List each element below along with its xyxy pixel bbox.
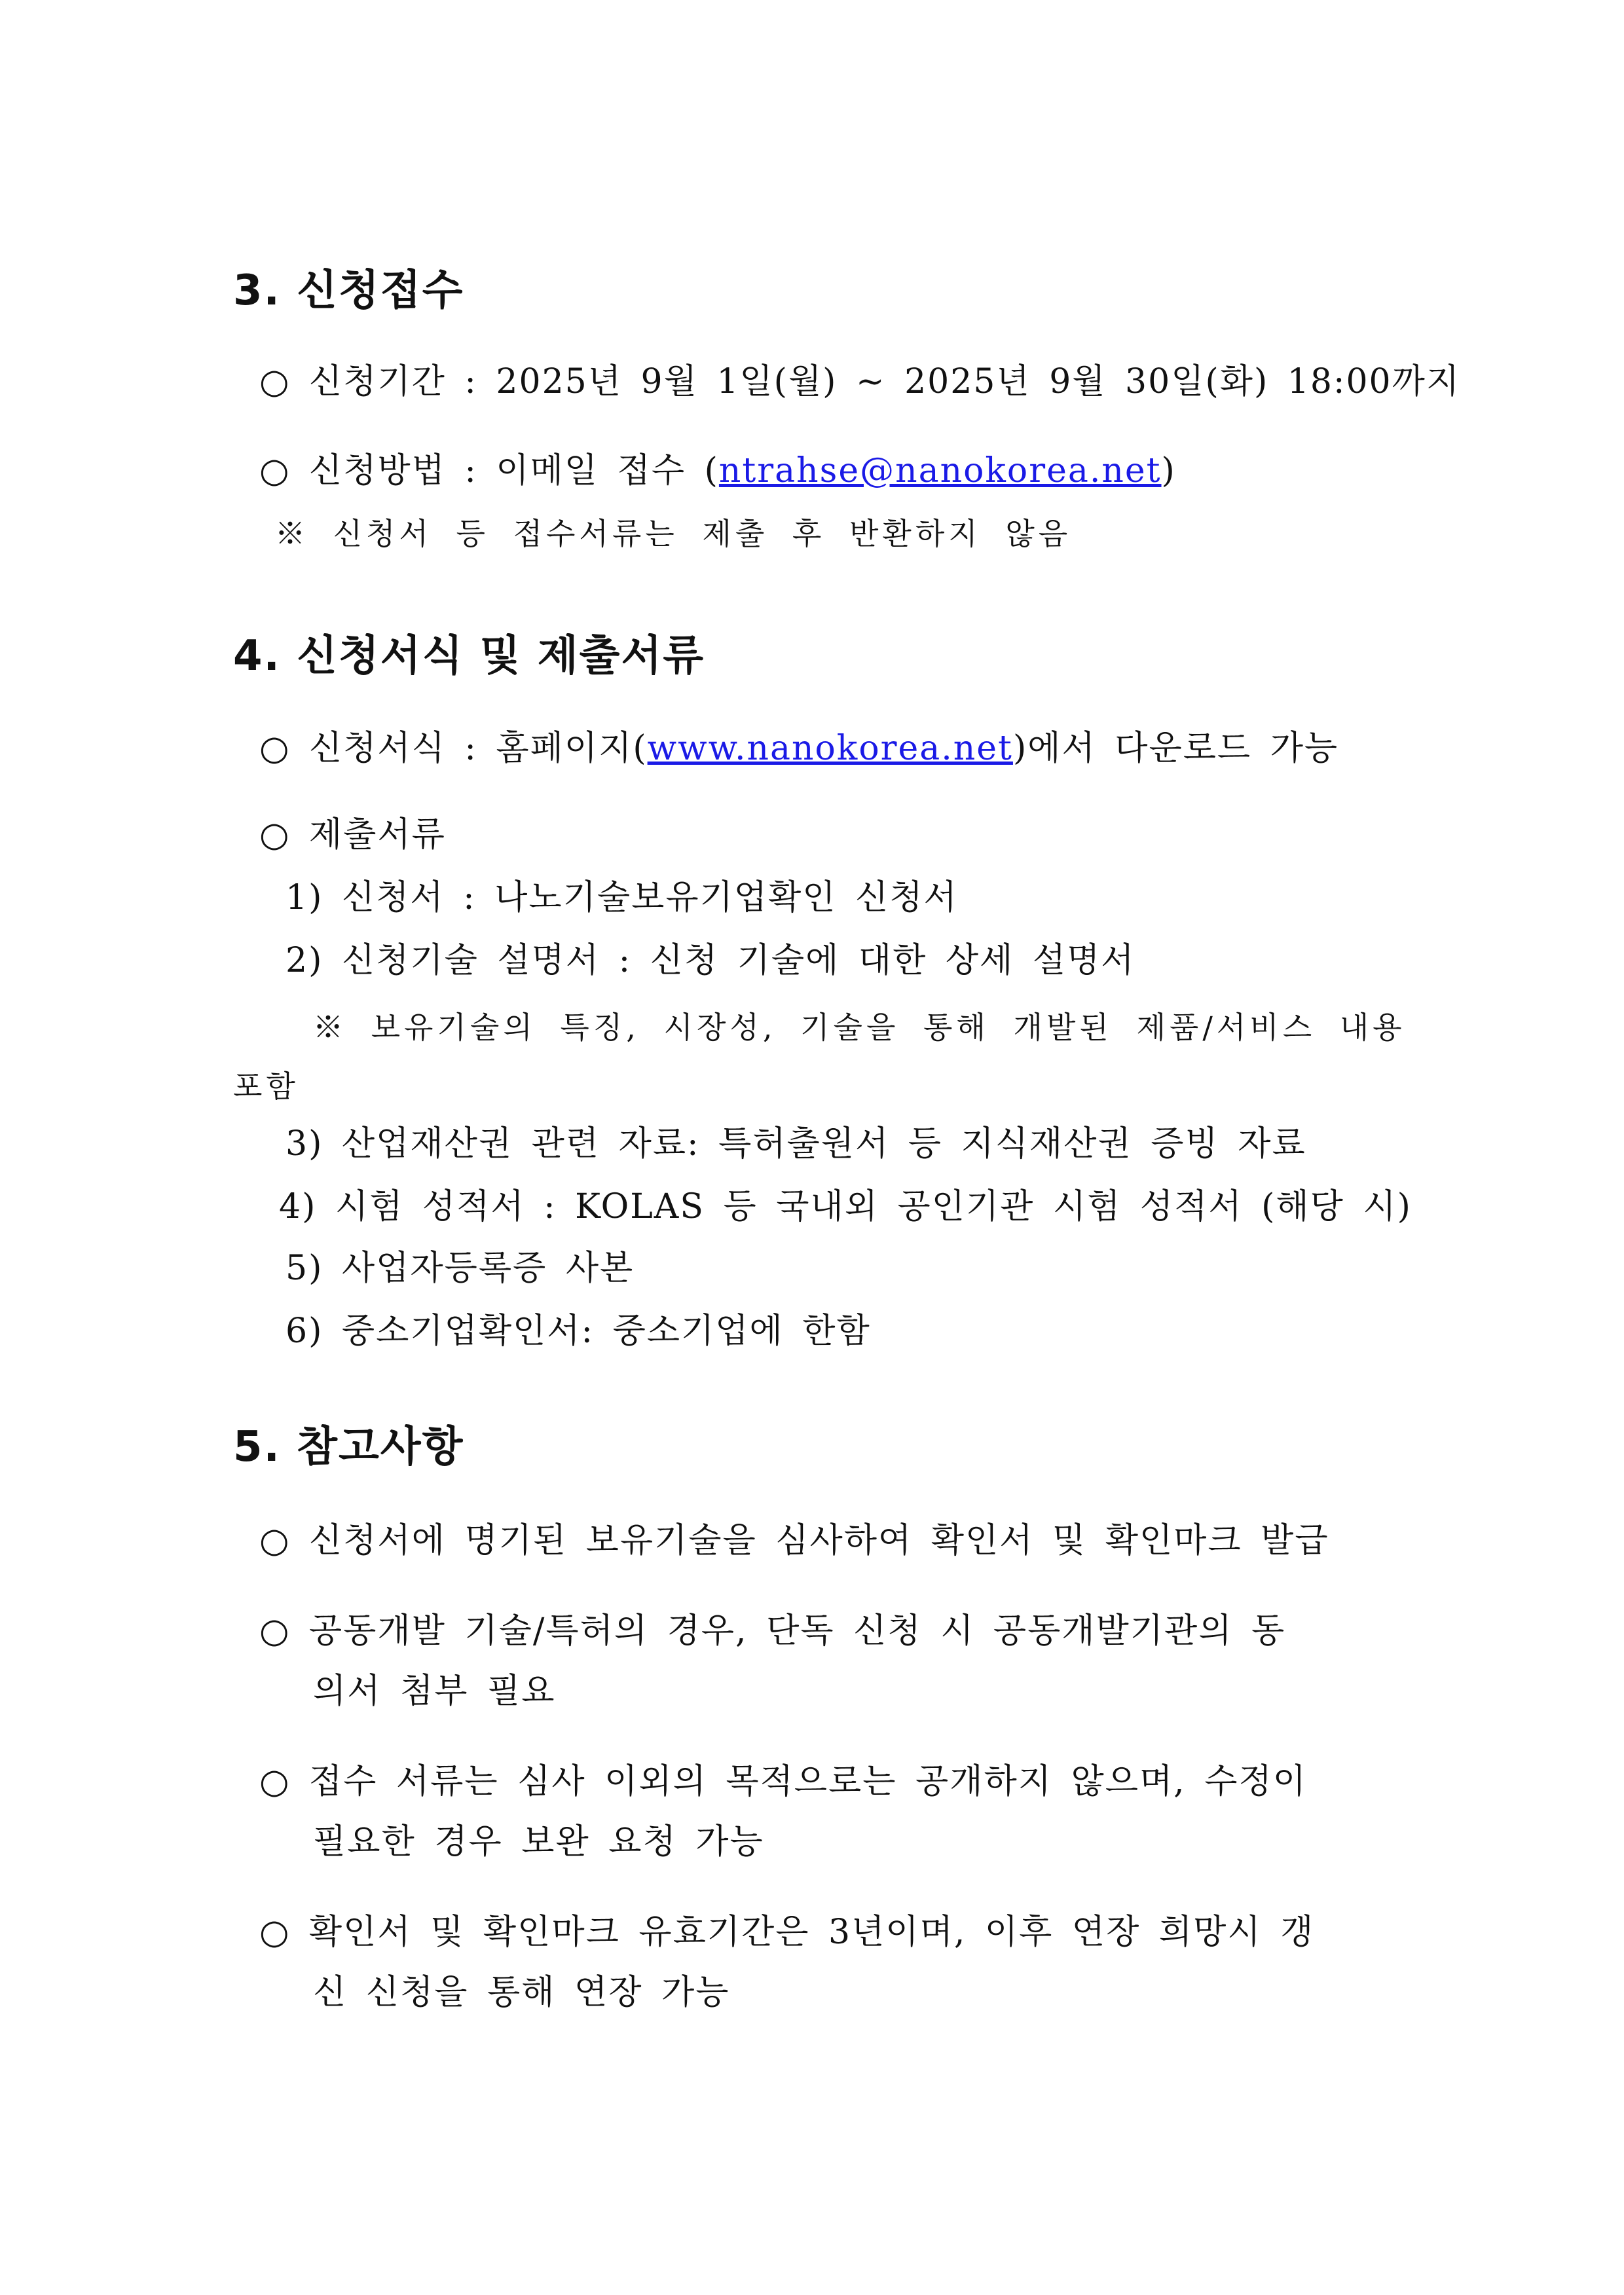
section-heading-forms-documents: 4. 신청서식 및 제출서류 — [233, 632, 705, 680]
list-item: 6) 중소기업확인서: 중소기업에 한함 — [286, 1312, 871, 1351]
list-item: 5) 사업자등록증 사본 — [286, 1249, 635, 1288]
list-item: 4) 시험 성적서 : KOLAS 등 국내외 공인기관 시험 성적서 (해당 시) — [279, 1187, 1412, 1226]
list-item: 3) 산업재산권 관련 자료: 특허출원서 등 지식재산권 증빙 자료 — [286, 1124, 1306, 1164]
application-method-line — [259, 448, 1176, 494]
application-form-label: ○ 신청서식 : 홈페이지( — [259, 729, 648, 768]
email-link[interactable]: ntrahse@nanokorea.net — [718, 451, 1162, 490]
tech-description-note: ※ 보유기술의 특징, 시장성, 기술을 통해 개발된 제품/서비스 내용 — [313, 1010, 1406, 1045]
validity-period-line-continued: 신 신청을 통해 연장 가능 — [313, 1973, 730, 2012]
homepage-link[interactable]: www.nanokorea.net — [647, 729, 1013, 768]
validity-period-line: ○ 확인서 및 확인마크 유효기간은 3년이며, 이후 연장 희망시 갱 — [259, 1913, 1315, 1952]
list-item: 2) 신청기술 설명서 : 신청 기술에 대한 상세 설명서 — [286, 941, 1135, 980]
application-period-line: ○ 신청기간 : 2025년 9월 1일(월) ~ 2025년 9월 30일(화) 18:00까지 — [259, 362, 1461, 401]
tech-description-note-continued: 포함 — [233, 1069, 299, 1104]
confidentiality-line-continued: 필요한 경우 보완 요청 가능 — [313, 1822, 764, 1862]
section-heading-notes: 5. 참고사항 — [233, 1423, 464, 1471]
application-method-close: ) — [1161, 451, 1176, 490]
application-form-line — [259, 725, 1338, 771]
section-heading-application-receipt: 3. 신청접수 — [233, 266, 464, 315]
submission-documents-line: ○ 제출서류 — [259, 815, 446, 854]
list-item: 1) 신청서 : 나노기술보유기업확인 신청서 — [286, 878, 958, 917]
confidentiality-line: ○ 접수 서류는 심사 이외의 목적으로는 공개하지 않으며, 수정이 — [259, 1762, 1307, 1801]
joint-development-line: ○ 공동개발 기술/특허의 경우, 단독 신청 시 공동개발기관의 동 — [259, 1611, 1286, 1651]
application-form-suffix: )에서 다운로드 가능 — [1012, 729, 1339, 768]
joint-development-line-continued: 의서 첨부 필요 — [313, 1672, 556, 1711]
application-method-label: ○ 신청방법 : 이메일 접수 ( — [259, 451, 719, 490]
review-issue-line: ○ 신청서에 명기된 보유기술을 심사하여 확인서 및 확인마크 발급 — [259, 1521, 1329, 1560]
no-return-note: ※ 신청서 등 접수서류는 제출 후 반환하지 않음 — [275, 516, 1072, 551]
